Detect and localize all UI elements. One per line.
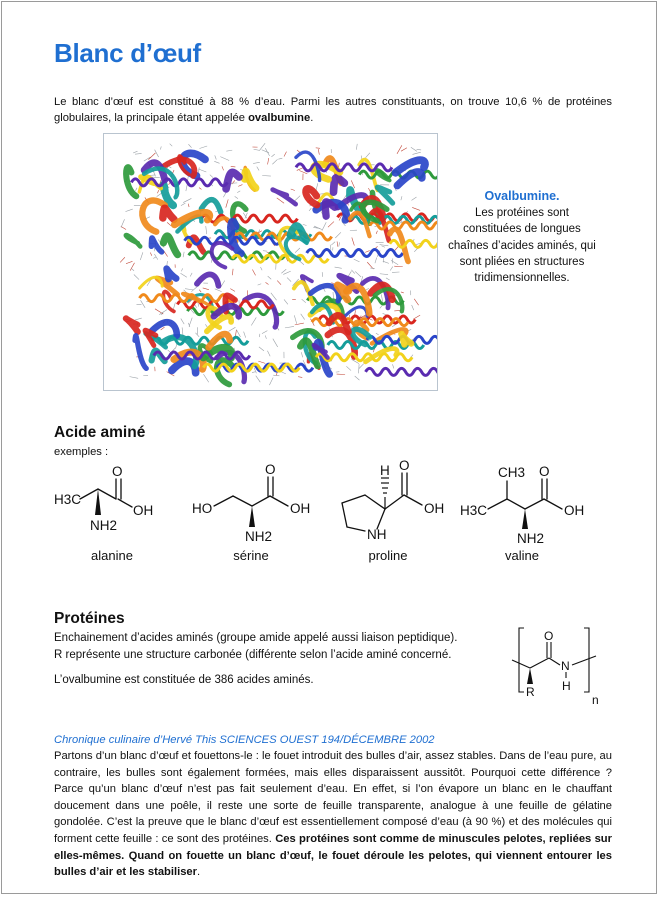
side-chain-stroke xyxy=(414,299,418,305)
side-chain-stroke xyxy=(365,153,369,158)
side-chain-stroke xyxy=(185,289,193,290)
side-chain-stroke xyxy=(160,146,161,149)
side-chain-stroke xyxy=(226,199,228,207)
side-chain-stroke xyxy=(273,375,279,376)
serine-label-o: O xyxy=(265,462,276,477)
side-chain-stroke xyxy=(141,300,146,307)
page-title: Blanc d’œuf xyxy=(54,38,201,69)
side-chain-stroke xyxy=(271,293,277,300)
side-chain-stroke xyxy=(183,252,184,257)
protein-ribbon-segment xyxy=(167,269,177,279)
side-chain-stroke xyxy=(285,326,294,327)
side-chain-stroke xyxy=(331,242,335,245)
side-chain-stroke xyxy=(203,374,208,382)
valine-label-ch3: CH3 xyxy=(498,465,525,480)
side-chain-stroke xyxy=(412,305,414,310)
side-chain-stroke xyxy=(135,318,142,320)
side-chain-stroke xyxy=(257,167,259,171)
side-chain-stroke xyxy=(281,269,286,273)
side-chain-stroke xyxy=(258,284,262,285)
side-chain-stroke xyxy=(180,273,186,277)
chronicle-text: Partons d’un blanc d’œuf et fouettons-le : le fouet introduit des bulles d’air, assez stables. Dans de l’eau pure, au contraire, les bulles sont également formées, mais elles disparaissent aussitôt. Pourquoi cette différence ? Parce qu’un blanc d’œuf n’est pas fait seulement d’eau. En effet, si l’on évapore un blanc en le chauffant doucement dans une poêle, il reste une sorte de feuille transparente, analogue à une feuille de gélatine gondolée. C’est la preuve que le blanc d’œuf est essentiellement composé d’eau (à 90 %) et des molécules qui forment cette feuille : ce sont des protéines. xyxy=(54,750,612,845)
side-chain-stroke xyxy=(328,222,334,228)
side-chain-stroke xyxy=(254,149,260,150)
side-chain-stroke xyxy=(126,261,132,263)
chronicle-end: . xyxy=(197,866,200,878)
side-chain-stroke xyxy=(284,152,286,157)
protein-ribbon-segment xyxy=(401,334,411,344)
side-chain-stroke xyxy=(397,145,402,154)
side-chain-stroke xyxy=(265,148,269,156)
figure-caption xyxy=(447,188,597,286)
serine-wedge xyxy=(249,506,255,527)
side-chain-stroke xyxy=(267,351,270,357)
side-chain-stroke xyxy=(199,290,201,292)
side-chain-stroke xyxy=(291,189,295,191)
side-chain-stroke xyxy=(232,181,235,185)
side-chain-stroke xyxy=(150,253,152,256)
side-chain-stroke xyxy=(226,150,232,151)
proteins-description xyxy=(54,630,499,663)
side-chain-stroke xyxy=(231,166,236,167)
side-chain-stroke xyxy=(188,144,191,147)
intro-end: . xyxy=(310,112,313,124)
side-chain-stroke xyxy=(152,177,160,178)
side-chain-stroke xyxy=(298,377,302,378)
examples-label: exemples : xyxy=(54,446,108,458)
side-chain-stroke xyxy=(252,270,255,276)
side-chain-stroke xyxy=(230,289,235,292)
side-chain-stroke xyxy=(214,161,219,163)
side-chain-stroke xyxy=(382,246,385,248)
protein-ribbon-segment xyxy=(126,318,138,331)
side-chain-stroke xyxy=(125,209,132,212)
protein-helix-coil xyxy=(307,250,403,257)
valine-label-oh: OH xyxy=(564,503,584,518)
amino-acid-heading: Acide aminé xyxy=(54,424,145,442)
side-chain-stroke xyxy=(269,377,273,385)
side-chain-stroke xyxy=(236,329,240,337)
peptide-wedge xyxy=(527,668,533,684)
side-chain-stroke xyxy=(186,185,187,191)
side-chain-stroke xyxy=(268,158,269,164)
side-chain-stroke xyxy=(199,146,207,148)
side-chain-stroke xyxy=(294,315,296,323)
side-chain-stroke xyxy=(337,241,338,246)
side-chain-stroke xyxy=(392,364,393,368)
side-chain-stroke xyxy=(295,248,300,253)
alanine-name: alanine xyxy=(91,548,133,563)
protein-ribbon-segment xyxy=(306,188,317,204)
side-chain-stroke xyxy=(390,267,393,271)
side-chain-stroke xyxy=(135,188,137,191)
side-chain-stroke xyxy=(272,159,277,164)
proline-label-nh: NH xyxy=(367,527,387,542)
side-chain-stroke xyxy=(206,226,207,234)
protein-ribbon-segment xyxy=(245,171,256,188)
peptide-label-h: H xyxy=(562,679,571,693)
side-chain-stroke xyxy=(359,364,364,369)
side-chain-stroke xyxy=(277,198,284,203)
side-chain-stroke xyxy=(237,191,240,193)
side-chain-stroke xyxy=(355,271,361,277)
side-chain-stroke xyxy=(210,175,213,178)
side-chain-stroke xyxy=(386,278,390,280)
valine-name: valine xyxy=(505,548,539,563)
side-chain-stroke xyxy=(181,319,184,325)
side-chain-stroke xyxy=(130,377,139,379)
side-chain-stroke xyxy=(253,162,260,163)
protein-ribbon-segment xyxy=(175,212,210,224)
peptide-bond-structure xyxy=(502,618,612,708)
side-chain-stroke xyxy=(330,245,331,250)
protein-ribbon-segment xyxy=(163,208,174,219)
protein-ribbon-segment xyxy=(126,235,140,246)
side-chain-stroke xyxy=(365,251,370,253)
side-chain-stroke xyxy=(401,148,407,151)
intro-bold-ovalbumine: ovalbumine xyxy=(248,112,310,124)
proteins-heading: Protéines xyxy=(54,610,125,628)
proline-label-o: O xyxy=(399,458,410,473)
side-chain-stroke xyxy=(355,376,360,380)
side-chain-stroke xyxy=(278,158,282,159)
side-chain-stroke xyxy=(133,151,137,153)
protein-ribbon-segment xyxy=(325,202,335,216)
side-chain-stroke xyxy=(252,372,255,373)
side-chain-stroke xyxy=(265,282,268,284)
peptide-label-r: R xyxy=(526,685,535,699)
caption-text: Les protéines sont constituées de longues chaînes d’acides aminés, qui sont pliées en structures tridimensionnelles. xyxy=(448,207,596,284)
alanine-label-h3c: H3C xyxy=(54,492,81,507)
side-chain-stroke xyxy=(271,154,274,157)
side-chain-stroke xyxy=(318,149,319,155)
protein-ribbon-segment xyxy=(163,236,177,255)
side-chain-stroke xyxy=(134,275,139,280)
side-chain-stroke xyxy=(287,278,291,282)
serine-label-nh2: NH2 xyxy=(245,529,272,544)
side-chain-stroke xyxy=(412,207,420,210)
side-chain-stroke xyxy=(303,224,307,225)
alanine-label-o: O xyxy=(112,464,123,479)
side-chain-stroke xyxy=(258,361,265,363)
side-chain-stroke xyxy=(335,232,341,238)
side-chain-stroke xyxy=(256,376,260,382)
serine-label-oh: OH xyxy=(290,501,310,516)
alanine-label-nh2: NH2 xyxy=(90,518,117,533)
side-chain-stroke xyxy=(153,257,156,259)
side-chain-stroke xyxy=(277,281,281,285)
side-chain-stroke xyxy=(238,185,242,187)
side-chain-stroke xyxy=(376,333,379,335)
side-chain-stroke xyxy=(120,257,125,262)
side-chain-stroke xyxy=(281,372,286,374)
side-chain-stroke xyxy=(284,299,288,304)
side-chain-stroke xyxy=(339,242,340,246)
side-chain-stroke xyxy=(299,261,304,265)
protein-helix-coil xyxy=(390,240,437,247)
alanine-label-oh: OH xyxy=(133,503,153,518)
side-chain-stroke xyxy=(148,153,155,160)
intro-text: Le blanc d’œuf est constitué à 88 % d’eau. Parmi les autres constituants, on trouve 10,6 % de protéines globulaires, la principale étant appelée xyxy=(54,96,612,124)
peptide-label-n-subscript: n xyxy=(592,693,599,707)
side-chain-stroke xyxy=(265,335,266,338)
side-chain-stroke xyxy=(170,144,173,147)
side-chain-stroke xyxy=(346,366,351,370)
side-chain-stroke xyxy=(295,196,301,201)
side-chain-stroke xyxy=(244,332,246,338)
side-chain-stroke xyxy=(301,314,305,320)
chronicle-paragraph xyxy=(54,748,612,881)
side-chain-stroke xyxy=(354,259,360,262)
side-chain-stroke xyxy=(131,269,134,271)
side-chain-stroke xyxy=(297,168,303,171)
valine-label-o: O xyxy=(539,464,550,479)
proline-label-h: H xyxy=(380,463,390,478)
valine-label-nh2: NH2 xyxy=(517,531,544,546)
side-chain-stroke xyxy=(380,274,388,275)
side-chain-stroke xyxy=(417,149,422,150)
side-chain-stroke xyxy=(262,176,271,177)
serine-label-ho: HO xyxy=(192,501,212,516)
side-chain-stroke xyxy=(356,144,357,150)
proteins-line-2: R représente une structure carbonée (différente selon l’acide aminé concerné. xyxy=(54,649,451,661)
protein-helix-coil xyxy=(185,237,281,244)
side-chain-stroke xyxy=(401,292,404,293)
side-chain-stroke xyxy=(412,197,417,200)
caption-title: Ovalbumine. xyxy=(447,188,597,204)
intro-paragraph xyxy=(54,94,612,126)
side-chain-stroke xyxy=(203,288,209,290)
side-chain-stroke xyxy=(140,252,143,260)
ovalbumin-aa-count: L’ovalbumine est constituée de 386 acides aminés. xyxy=(54,674,314,686)
protein-ribbon-segment xyxy=(151,238,161,252)
side-chain-stroke xyxy=(413,315,420,319)
side-chain-stroke xyxy=(167,222,171,225)
side-chain-stroke xyxy=(222,166,224,170)
side-chain-stroke xyxy=(211,259,212,262)
side-chain-stroke xyxy=(229,327,236,331)
chronicle-title: Chronique culinaire d’Hervé This SCIENCES OUEST 194/DÉCEMBRE 2002 xyxy=(54,734,435,746)
side-chain-stroke xyxy=(198,169,206,172)
side-chain-stroke xyxy=(268,276,272,279)
protein-ribbon-segment xyxy=(197,274,219,285)
peptide-label-n: N xyxy=(561,659,570,673)
side-chain-stroke xyxy=(394,266,402,267)
side-chain-stroke xyxy=(352,238,355,246)
side-chain-stroke xyxy=(121,219,124,227)
side-chain-stroke xyxy=(295,323,304,325)
side-chain-stroke xyxy=(302,299,306,303)
side-chain-stroke xyxy=(391,260,398,264)
side-chain-stroke xyxy=(375,258,377,264)
side-chain-stroke xyxy=(297,150,300,153)
side-chain-stroke xyxy=(260,267,262,270)
proline-name: proline xyxy=(368,548,407,563)
ovalbumin-protein-image xyxy=(103,133,438,391)
side-chain-stroke xyxy=(259,143,265,150)
side-chain-stroke xyxy=(215,155,217,159)
amino-acid-structures xyxy=(42,457,622,572)
peptide-label-o: O xyxy=(544,629,553,643)
side-chain-stroke xyxy=(167,261,168,265)
side-chain-stroke xyxy=(161,327,165,330)
side-chain-stroke xyxy=(183,198,191,202)
side-chain-stroke xyxy=(251,317,256,325)
protein-ribbon-segment xyxy=(397,172,422,186)
side-chain-stroke xyxy=(411,147,417,151)
side-chain-stroke xyxy=(154,254,157,260)
side-chain-stroke xyxy=(220,157,229,161)
side-chain-stroke xyxy=(232,269,233,275)
side-chain-stroke xyxy=(361,156,362,160)
side-chain-stroke xyxy=(164,251,168,257)
side-chain-stroke xyxy=(188,204,189,207)
chronicle-bold-text: Ces protéines sont comme de minuscules pelotes, repliées sur elles-mêmes. Quand on fouette un blanc d’œuf, le fouet déroule les pelotes, qui viennent entourer les bulles d’air et les stabiliser xyxy=(54,833,612,878)
side-chain-stroke xyxy=(380,245,389,246)
side-chain-stroke xyxy=(262,331,267,334)
alanine-wedge xyxy=(95,489,101,515)
side-chain-stroke xyxy=(322,222,326,230)
side-chain-stroke xyxy=(190,273,192,277)
side-chain-stroke xyxy=(351,270,354,274)
protein-helix-coil xyxy=(140,295,236,302)
side-chain-stroke xyxy=(259,347,264,351)
side-chain-stroke xyxy=(181,268,182,271)
side-chain-stroke xyxy=(199,188,201,190)
side-chain-stroke xyxy=(412,152,420,154)
protein-ribbon-segment xyxy=(273,190,296,204)
side-chain-stroke xyxy=(215,289,222,292)
side-chain-stroke xyxy=(273,339,278,347)
side-chain-stroke xyxy=(335,267,342,268)
side-chain-stroke xyxy=(135,153,142,154)
protein-ribbon-segment xyxy=(226,172,239,188)
side-chain-stroke xyxy=(301,352,302,357)
side-chain-stroke xyxy=(375,246,377,248)
side-chain-stroke xyxy=(401,196,402,200)
side-chain-stroke xyxy=(157,190,158,193)
side-chain-stroke xyxy=(309,208,311,211)
side-chain-stroke xyxy=(205,324,207,327)
serine-name: sérine xyxy=(233,548,268,563)
proteins-line-1: Enchainement d’acides aminés (groupe amide appelé aussi liaison peptidique). xyxy=(54,632,457,644)
protein-ribbon-illustration xyxy=(104,134,437,390)
side-chain-stroke xyxy=(366,288,369,290)
valine-wedge xyxy=(522,509,528,529)
valine-label-h3c: H3C xyxy=(460,503,487,518)
protein-helix-coil xyxy=(366,368,437,375)
protein-ribbon-segment xyxy=(135,336,146,369)
side-chain-stroke xyxy=(376,231,377,234)
side-chain-stroke xyxy=(283,271,290,274)
proline-label-oh: OH xyxy=(424,501,444,516)
side-chain-stroke xyxy=(181,203,185,205)
side-chain-stroke xyxy=(235,196,238,198)
document-page xyxy=(1,1,657,894)
side-chain-stroke xyxy=(259,334,260,337)
